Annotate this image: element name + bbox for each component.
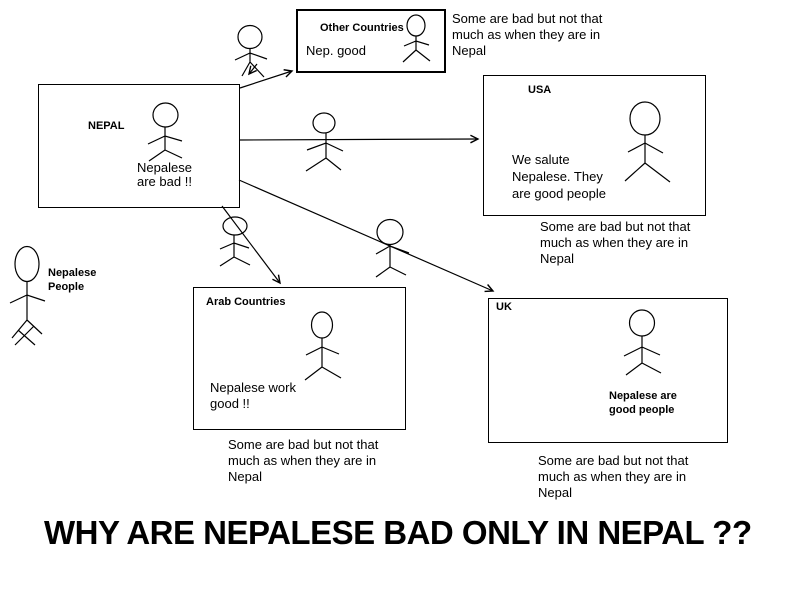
annotation-line: Some are bad but not that: [452, 11, 603, 26]
stick-figure-traveller-uk: [376, 220, 409, 278]
annotation-line: much as when they are in: [538, 469, 687, 484]
label-line: Nepalese: [48, 267, 97, 279]
annotation-line: Nepal: [538, 485, 572, 500]
annotation-uk: [538, 453, 688, 501]
caption-line: good !!: [210, 396, 250, 411]
caption-line: are good people: [512, 186, 606, 201]
nepal-box: [38, 84, 240, 208]
nepal-caption: [137, 161, 192, 189]
annotation-arab-countries: [228, 437, 378, 485]
nepal-label: NEPAL: [88, 120, 125, 132]
caption-line: We salute: [512, 152, 570, 167]
stick-figure-traveller-usa: [306, 113, 343, 171]
caption-line: Nepalese. They: [512, 169, 603, 184]
stick-figure-nepalese-people: [10, 247, 45, 346]
annotation-usa: [540, 219, 690, 267]
arrow-nepal-to-arab-countries: [222, 206, 280, 283]
usa-label: USA: [528, 84, 552, 96]
annotation-line: much as when they are in: [540, 235, 689, 250]
caption-line: Nepalese work: [210, 380, 296, 395]
annotation-line: Nepal: [452, 43, 486, 58]
other-countries-caption: Nep. good: [306, 43, 366, 58]
caption-line: are bad !!: [137, 174, 192, 189]
annotation-line: Nepal: [228, 469, 262, 484]
uk-box: [488, 298, 728, 443]
other-countries-label: Other Countries: [320, 22, 404, 34]
annotation-line: much as when they are in: [452, 27, 601, 42]
label-line: People: [48, 281, 85, 293]
annotation-line: much as when they are in: [228, 453, 377, 468]
caption-line: Nepalese are: [609, 390, 677, 402]
arrow-nepal-to-usa: [239, 139, 478, 140]
caption-line: Nepalese: [137, 160, 192, 175]
other-countries-box: [296, 9, 446, 73]
arrow-nepal-to-uk: [239, 180, 493, 291]
annotation-line: Some are bad but not that: [228, 437, 379, 452]
stick-figure-traveller-arab: [220, 217, 250, 266]
arrow-nepal-to-other-countries: [240, 64, 292, 88]
diagram-title: WHY ARE NEPALESE BAD ONLY IN NEPAL ??: [44, 514, 752, 551]
usa-caption: [512, 151, 606, 202]
annotation-line: Nepal: [540, 251, 574, 266]
uk-caption: [609, 389, 677, 417]
uk-label: UK: [496, 301, 512, 313]
annotation-line: Some are bad but not that: [538, 453, 689, 468]
annotation-line: Some are bad but not that: [540, 219, 691, 234]
caption-line: good people: [609, 404, 675, 416]
annotation-other-countries: [452, 11, 602, 59]
stick-figure-traveller-other: [235, 26, 267, 78]
arab-countries-label: Arab Countries: [206, 296, 286, 308]
nepalese-people-label: [48, 266, 96, 294]
arab-countries-caption: [210, 380, 296, 412]
